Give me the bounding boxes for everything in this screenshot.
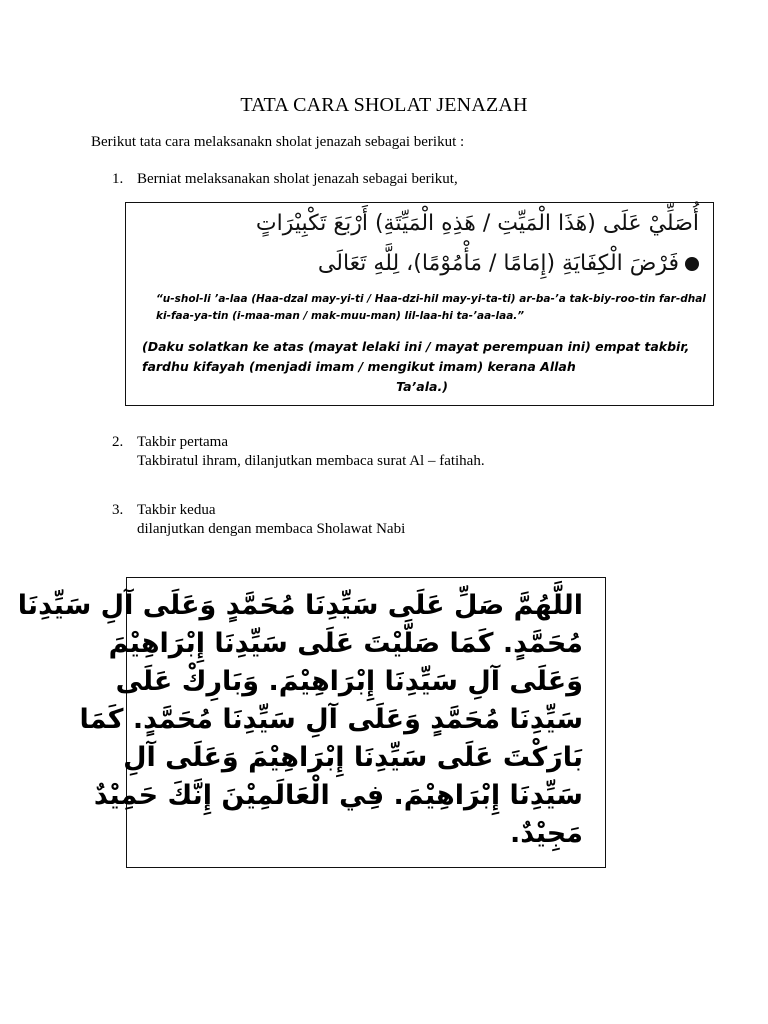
niat-arabic-line-2: فَرْضَ الْكِفَايَةِ (إِمَامًا / مَأْمُوْمًا)، لِلَّهِ تَعَالَى — [318, 251, 699, 276]
step-number: 1. — [112, 171, 124, 187]
niat-transliteration: “u-shol-li ’a-laa (Haa-dzal may-yi-ti / Haa-dzi-hil may-yi-ta-ti) ar-ba-’a tak-biy-roo-tin far-dhal ki-faa-ya-tin (i-maa-man / mak-muu-man) lil-laa-hi ta-’aa-laa.” — [156, 293, 706, 322]
intro-text: Berikut tata cara melaksanakn sholat jenazah sebagai berikut : — [91, 134, 465, 150]
step-number: 3. — [112, 502, 124, 518]
step-3 — [112, 502, 405, 538]
verse-end-icon — [685, 257, 699, 271]
step-detail: Takbiratul ihram, dilanjutkan membaca surat Al – fatihah. — [137, 453, 485, 469]
niat-translation-end: Ta’ala.) — [396, 379, 448, 394]
sholawat-line: وَعَلَى آلِ سَيِّدِنَا إِبْرَاهِيْمَ. وَبَارِكْ عَلَى — [115, 666, 583, 697]
step-2 — [112, 434, 485, 470]
sholawat-image — [17, 577, 606, 868]
sholawat-line: بَارَكْتَ عَلَى سَيِّدِنَا إِبْرَاهِيْمَ وَعَلَى آلِ — [123, 742, 583, 773]
step-heading: Takbir kedua — [137, 502, 216, 518]
step-number: 2. — [112, 434, 124, 450]
niat-translation — [142, 337, 702, 397]
sholawat-line: اللَّهُمَّ صَلِّ عَلَى سَيِّدِنَا مُحَمَّدٍ وَعَلَى آلِ سَيِّدِنَا — [17, 590, 583, 621]
niat-arabic-line-1: أُصَلِّيْ عَلَى (هَذَا الْمَيِّتِ / هَذِهِ الْمَيِّتَةِ) أَرْبَعَ تَكْبِيْرَاتٍ — [255, 211, 699, 236]
step-heading: Berniat melaksanakan sholat jenazah sebagai berikut, — [137, 171, 458, 187]
sholawat-line: مُحَمَّدٍ. كَمَا صَلَّيْتَ عَلَى سَيِّدِنَا إِبْرَاهِيْمَ — [108, 628, 583, 659]
niat-image — [125, 202, 714, 406]
niat-translation-main: (Daku solatkan ke atas (mayat lelaki ini / mayat perempuan ini) empat takbir, fardhu kifayah (menjadi imam / mengikut imam) kerana Allah — [142, 339, 690, 374]
page-title: TATA CARA SHOLAT JENAZAH — [240, 94, 528, 116]
sholawat-line: مَجِيْدٌ. — [509, 818, 583, 849]
step-1 — [112, 171, 458, 188]
step-heading: Takbir pertama — [137, 434, 228, 450]
sholawat-line: سَيِّدِنَا مُحَمَّدٍ وَعَلَى آلِ سَيِّدِنَا مُحَمَّدٍ. كَمَا — [79, 704, 583, 735]
sholawat-line: سَيِّدِنَا إِبْرَاهِيْمَ. فِي الْعَالَمِيْنَ إِنَّكَ حَمِيْدٌ — [93, 780, 583, 811]
step-detail: dilanjutkan dengan membaca Sholawat Nabi — [137, 521, 406, 537]
